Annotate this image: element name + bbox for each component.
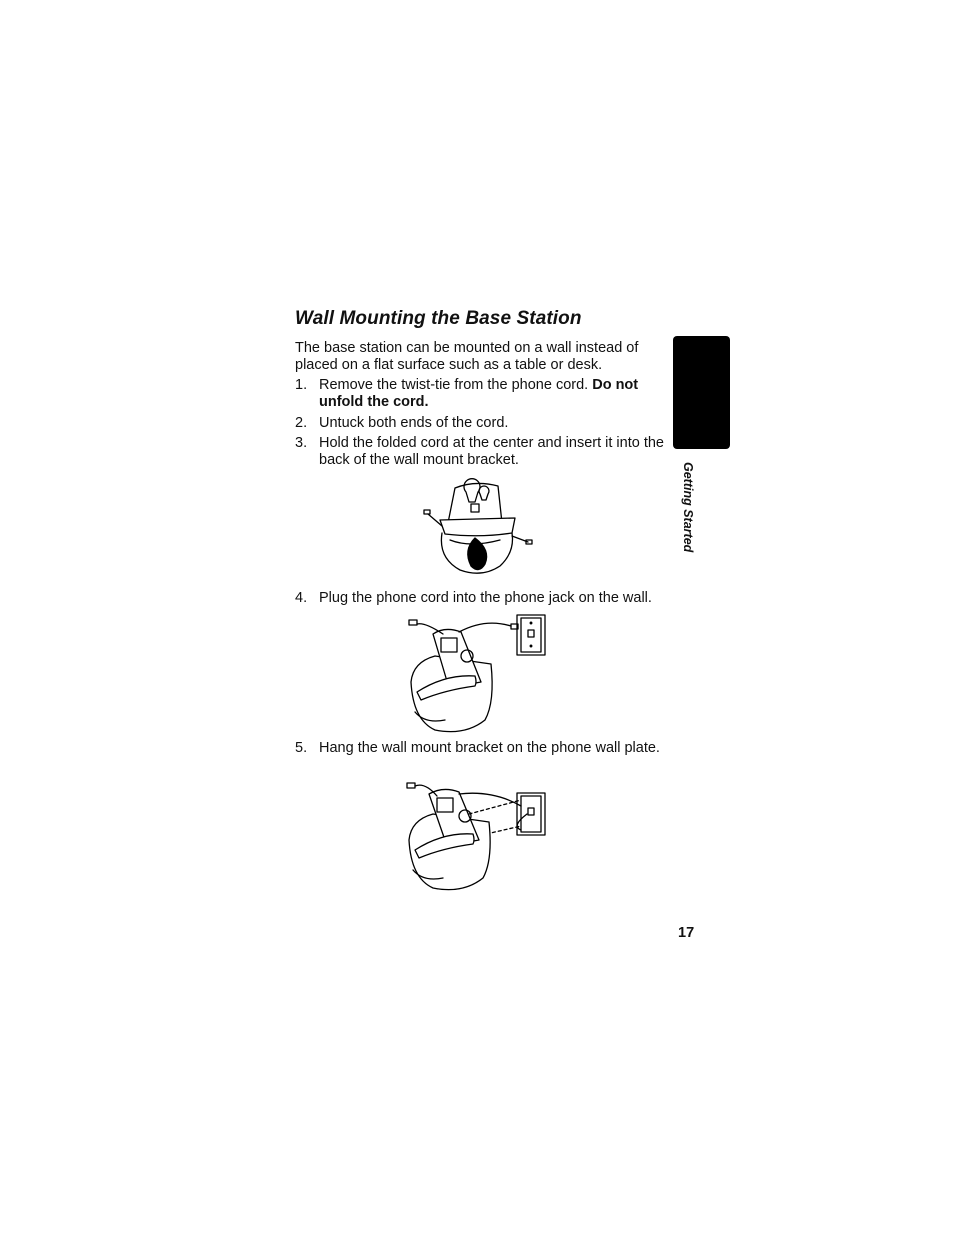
step-text: Remove the twist-tie from the phone cord. Do not unfold the cord. — [319, 377, 639, 410]
chapter-side-label: Getting Started — [681, 462, 695, 553]
step-text: Plug the phone cord into the phone jack on the wall. — [319, 590, 652, 606]
plug-into-jack-illustration — [405, 612, 550, 737]
step-number: 5. — [295, 740, 308, 756]
hang-on-plate-illustration — [403, 778, 548, 898]
step-number: 4. — [295, 590, 308, 606]
step-emphasis: Do not unfold the cord. — [319, 377, 639, 410]
step-number: 1. — [295, 377, 308, 393]
step-number: 2. — [295, 415, 308, 431]
chapter-tab — [673, 336, 730, 449]
step-number: 3. — [295, 435, 308, 451]
section-title: Wall Mounting the Base Station — [295, 308, 582, 329]
step-text: Hang the wall mount bracket on the phone wall plate. — [319, 740, 660, 756]
intro-paragraph: The base station can be mounted on a wall instead of placed on a flat surface such as a table or desk. — [295, 340, 639, 373]
step-text: Untuck both ends of the cord. — [319, 415, 509, 431]
page-number: 17 — [678, 925, 695, 941]
step-text: Hold the folded cord at the center and insert it into the back of the wall mount bracket. — [319, 435, 664, 468]
bracket-back-illustration — [420, 478, 535, 578]
